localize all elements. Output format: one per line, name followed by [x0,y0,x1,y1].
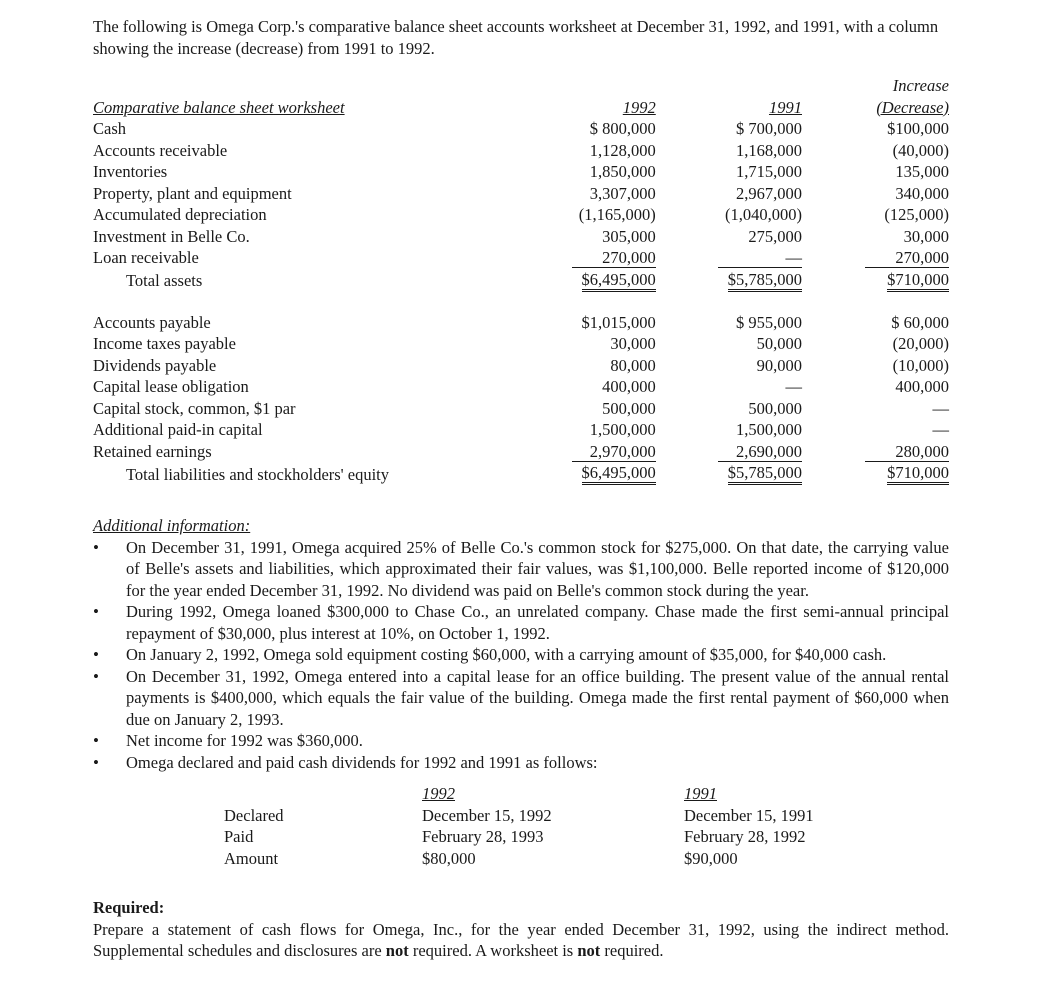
table-row: Cash $ 800,000 $ 700,000 $100,000 [93,119,949,138]
table-row: Retained earnings 2,970,000 2,690,000 280,000 [93,441,949,461]
list-item: • On December 31, 1991, Omega acquired 25% of Belle Co.'s common stock for $275,000. On that date, the carrying value of Belle's assets and liabilities, which approximated their fair values, was $1,100,000. Belle reported income of $120,000 for the year ended December 31, 1992. No dividend was paid on Belle's common stock during the year. [93,537,949,602]
intro-paragraph: The following is Omega Corp.'s comparative balance sheet accounts worksheet at December 31, 1992, and 1991, with a column showing the increase (decrease) from 1991 to 1992. [93,17,939,58]
additional-info-list [93,537,949,774]
header-row-top [93,75,949,97]
table-row: Accumulated depreciation (1,165,000) (1,040,000) (125,000) [93,205,949,224]
col-change-header-line2: (Decrease) [876,97,949,117]
table-row: Capital lease obligation 400,000 — 400,000 [93,377,949,396]
additional-info-title: Additional information: [93,516,251,535]
table-row: Accounts receivable 1,128,000 1,168,000 (40,000) [93,140,949,160]
list-item: • On January 2, 1992, Omega sold equipment costing $60,000, with a carrying amount of $35,000, for $40,000 cash. [93,644,949,666]
table-row: Additional paid-in capital 1,500,000 1,500,000 — [93,420,949,439]
table-row: Accounts payable $1,015,000 $ 955,000 $ 60,000 [93,312,949,332]
list-item: • Omega declared and paid cash dividends for 1992 and 1991 as follows: [93,752,949,774]
list-item: • On December 31, 1992, Omega entered into a capital lease for an office building. The present value of the annual rental payments is $400,000, which equals the fair value of the building. Omega made the first rental payment of $60,000 when due on January 2, 1993. [93,666,949,731]
required-title: Required: [93,898,165,917]
table-row: Paid February 28, 1993 February 28, 1992 [224,827,806,846]
table-row: Income taxes payable 30,000 50,000 (20,000) [93,334,949,353]
col-change-header-line1: Increase [892,76,949,95]
table-row: Dividends payable 80,000 90,000 (10,000) [93,355,949,375]
balance-sheet-table [93,75,949,485]
table-row: Declared December 15, 1992 December 15, 1991 [224,805,814,825]
col-1991-header: 1991 [768,97,802,117]
table-row: Property, plant and equipment 3,307,000 2,967,000 340,000 [93,183,949,203]
list-item: • Net income for 1992 was $360,000. [93,730,949,752]
required-text: Prepare a statement of cash flows for Omega, Inc., for the year ended December 31, 1992, using the indirect method. Supplemental schedules and disclosures are not required. A worksheet is not required. [93,919,949,960]
dividends-table [224,783,814,869]
document-page [93,16,949,962]
table-row: Capital stock, common, $1 par 500,000 500,000 — [93,398,949,418]
total-liabilities-equity-row: Total liabilities and stockholders' equity $6,495,000 $5,785,000 $710,000 [126,463,949,484]
col-1992-header: 1992 [622,97,656,117]
table-row: Investment in Belle Co. 305,000 275,000 30,000 [93,226,949,246]
total-assets-row: Total assets $6,495,000 $5,785,000 $710,000 [126,269,949,290]
header-row [93,97,949,119]
table-row: Loan receivable 270,000 — 270,000 [93,248,949,267]
div-col-1992-header: 1992 [422,784,455,803]
dividends-header-row [224,783,814,805]
div-col-1991-header: 1991 [684,784,717,803]
table-row: Inventories 1,850,000 1,715,000 135,000 [93,162,949,181]
worksheet-title: Comparative balance sheet worksheet [93,97,345,117]
table-row: Amount $80,000 $90,000 [224,848,738,868]
list-item: • During 1992, Omega loaned $300,000 to Chase Co., an unrelated company. Chase made the first semi-annual principal repayment of $30,000, plus interest at 10%, on October 1, 1992. [93,601,949,644]
